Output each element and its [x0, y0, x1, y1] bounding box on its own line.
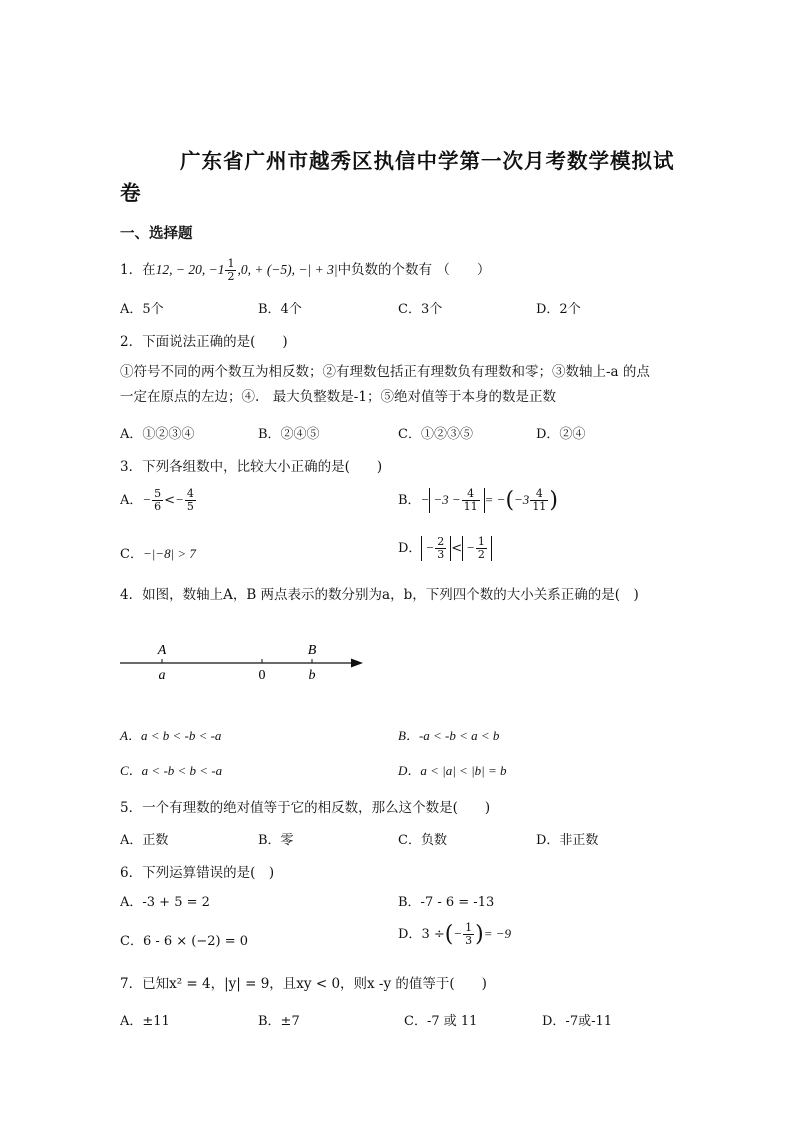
- q3-d-rel: <: [451, 541, 463, 556]
- q3-b-label: B．: [398, 493, 421, 508]
- q3-b-den-2: 11: [532, 500, 547, 513]
- q1-option-a: A．5个: [120, 302, 164, 317]
- number-line-arrow: [351, 659, 363, 668]
- q1-fraction: [225, 258, 236, 283]
- q4-option-c: C．a < -b < b < -a: [120, 763, 223, 778]
- q3-d-den-2: 2: [477, 548, 485, 561]
- q3-a-den-2: 5: [186, 500, 194, 513]
- q5-option-d: D．非正数: [536, 833, 599, 848]
- q7-option-a: A．±11: [120, 1014, 170, 1029]
- question-4-stem: 4．如图，数轴上A，B 两点表示的数分别为a，b，下列四个数的大小关系正确的是( ): [120, 587, 639, 603]
- q3-b-abs: [429, 488, 484, 513]
- q4-option-a: A．a < b < -b < -a: [120, 728, 222, 743]
- q3-option-b: B．− −3 − $\frac{4}{11}$ = −(−3 $\frac{4}{11}$ ): [398, 487, 558, 513]
- q3-b-term: −3 −: [433, 492, 461, 507]
- q1-option-d: D．2个: [536, 302, 581, 317]
- value-a-label: a: [158, 668, 166, 683]
- q3-option-c: [120, 543, 196, 562]
- q3-d-abs-2: − $\frac{1}{2}$: [462, 536, 492, 561]
- title-line-1: 广东省广州市越秀区执信中学第一次月考数学模拟试: [180, 149, 675, 173]
- q6-d-eq: = −9: [483, 926, 511, 941]
- q3-d-num-1: 2: [437, 535, 445, 548]
- q6-d-frac: [463, 922, 474, 947]
- q4-option-d: D．a < |a| < |b| = b: [398, 763, 507, 778]
- q3-d-abs-1: − $\frac{2}{3}$: [421, 536, 451, 561]
- q3-b-term-2: −3: [514, 492, 530, 507]
- q3-a-den-1: 6: [154, 500, 162, 513]
- q6-d-den: 3: [465, 934, 473, 947]
- q2-option-a: A．①②③④: [120, 427, 195, 442]
- title-line-2: 卷: [120, 181, 142, 205]
- q6-d-label: D．: [398, 927, 422, 942]
- question-5-stem: 5．一个有理数的绝对值等于它的相反数，那么这个数是( ): [120, 800, 491, 816]
- q1-prefix: 1．在: [120, 262, 156, 278]
- q3-b-num-1: 4: [462, 488, 480, 501]
- q3-a-label: A．: [120, 493, 143, 508]
- q3-a-num-1: 5: [154, 487, 162, 500]
- q3-option-d: [398, 536, 492, 561]
- question-1-stem: [120, 258, 490, 283]
- q6-option-c: C．6 - 6 × (−2) = 0: [120, 934, 249, 949]
- q3-c-label: C．: [120, 547, 143, 562]
- number-line-figure: [115, 636, 375, 686]
- q1-frac-num: 1: [227, 257, 235, 270]
- q3-d-label: D．: [398, 541, 422, 556]
- q2-option-c: C．①②③⑤: [398, 427, 473, 442]
- question-6-stem: 6．下列运算错误的是( ): [120, 865, 275, 881]
- q6-option-b: B．-7 - 6 = -13: [398, 895, 495, 910]
- q3-option-a: A．− $\frac{5}{6}$ <− $\frac{4}{5}$: [120, 487, 194, 513]
- q3-d-frac-2: [476, 536, 487, 561]
- q7-option-b: B．±7: [258, 1014, 300, 1029]
- question-2-stem: 2．下面说法正确的是( ): [120, 334, 288, 350]
- q6-option-a: A．-3 + 5 = 2: [120, 895, 210, 910]
- value-b-label: b: [308, 668, 316, 683]
- q2-body-line-2: 一定在原点的左边；④. 最大负整数是-1；⑤绝对值等于本身的数是正数: [120, 389, 556, 405]
- q7-option-d: D．-7或-11: [542, 1014, 613, 1029]
- q1-math: 12, − 20, −1: [155, 262, 225, 277]
- q2-body-line-1: ①符号不同的两个数互为相反数；②有理数包括正有理数负有理数和零；③数轴上-a 的点: [120, 364, 650, 380]
- q5-option-c: C．负数: [398, 833, 447, 848]
- question-7-stem: 7．已知x² = 4，|y| = 9，且xy < 0，则x -y 的值等于( ): [120, 976, 487, 992]
- q5-option-a: A．正数: [120, 833, 169, 848]
- q3-b-frac-2: [530, 488, 548, 513]
- q3-a-rel: <: [164, 493, 176, 508]
- point-b-label: B: [307, 643, 317, 658]
- q6-d-term: 3 ÷: [421, 927, 445, 942]
- q4-option-b: B．-a < -b < a < b: [398, 728, 500, 743]
- origin-label: 0: [258, 668, 266, 683]
- q3-b-frac-1: [462, 488, 480, 513]
- q6-d-num: 1: [465, 921, 473, 934]
- q3-d-den-1: 3: [437, 548, 445, 561]
- question-3-stem: 3．下列各组数中，比较大小正确的是( ): [120, 459, 383, 475]
- section-heading: 一、选择题: [120, 225, 193, 242]
- point-a-label: A: [157, 643, 167, 658]
- q3-b-eq: = −: [484, 492, 506, 507]
- q3-a-num-2: 4: [186, 487, 194, 500]
- q2-option-b: B．②④⑤: [258, 427, 320, 442]
- q3-b-num-2: 4: [530, 488, 548, 501]
- q3-d-frac-1: [435, 536, 446, 561]
- q2-option-d: D．②④: [536, 427, 586, 442]
- q3-d-num-2: 1: [477, 535, 485, 548]
- q1-math-2: ,0, + (−5), −| + 3|: [237, 262, 338, 277]
- q1-option-c: C．3个: [398, 302, 443, 317]
- q6-option-d: D．3 ÷(− $\frac{1}{3}$ )= −9: [398, 921, 511, 947]
- q3-a-frac-2: [185, 488, 196, 513]
- q3-b-den-1: 11: [463, 500, 478, 513]
- q5-option-b: B．零: [258, 833, 294, 848]
- q3-c-expr: −|−8| > 7: [142, 546, 196, 561]
- q1-suffix: 中负数的个数有 （ ）: [337, 262, 491, 278]
- q7-option-c: C．-7 或 11: [404, 1014, 478, 1029]
- q3-a-frac-1: [152, 488, 163, 513]
- q1-option-b: B．4个: [258, 302, 302, 317]
- q1-frac-den: 2: [227, 270, 235, 283]
